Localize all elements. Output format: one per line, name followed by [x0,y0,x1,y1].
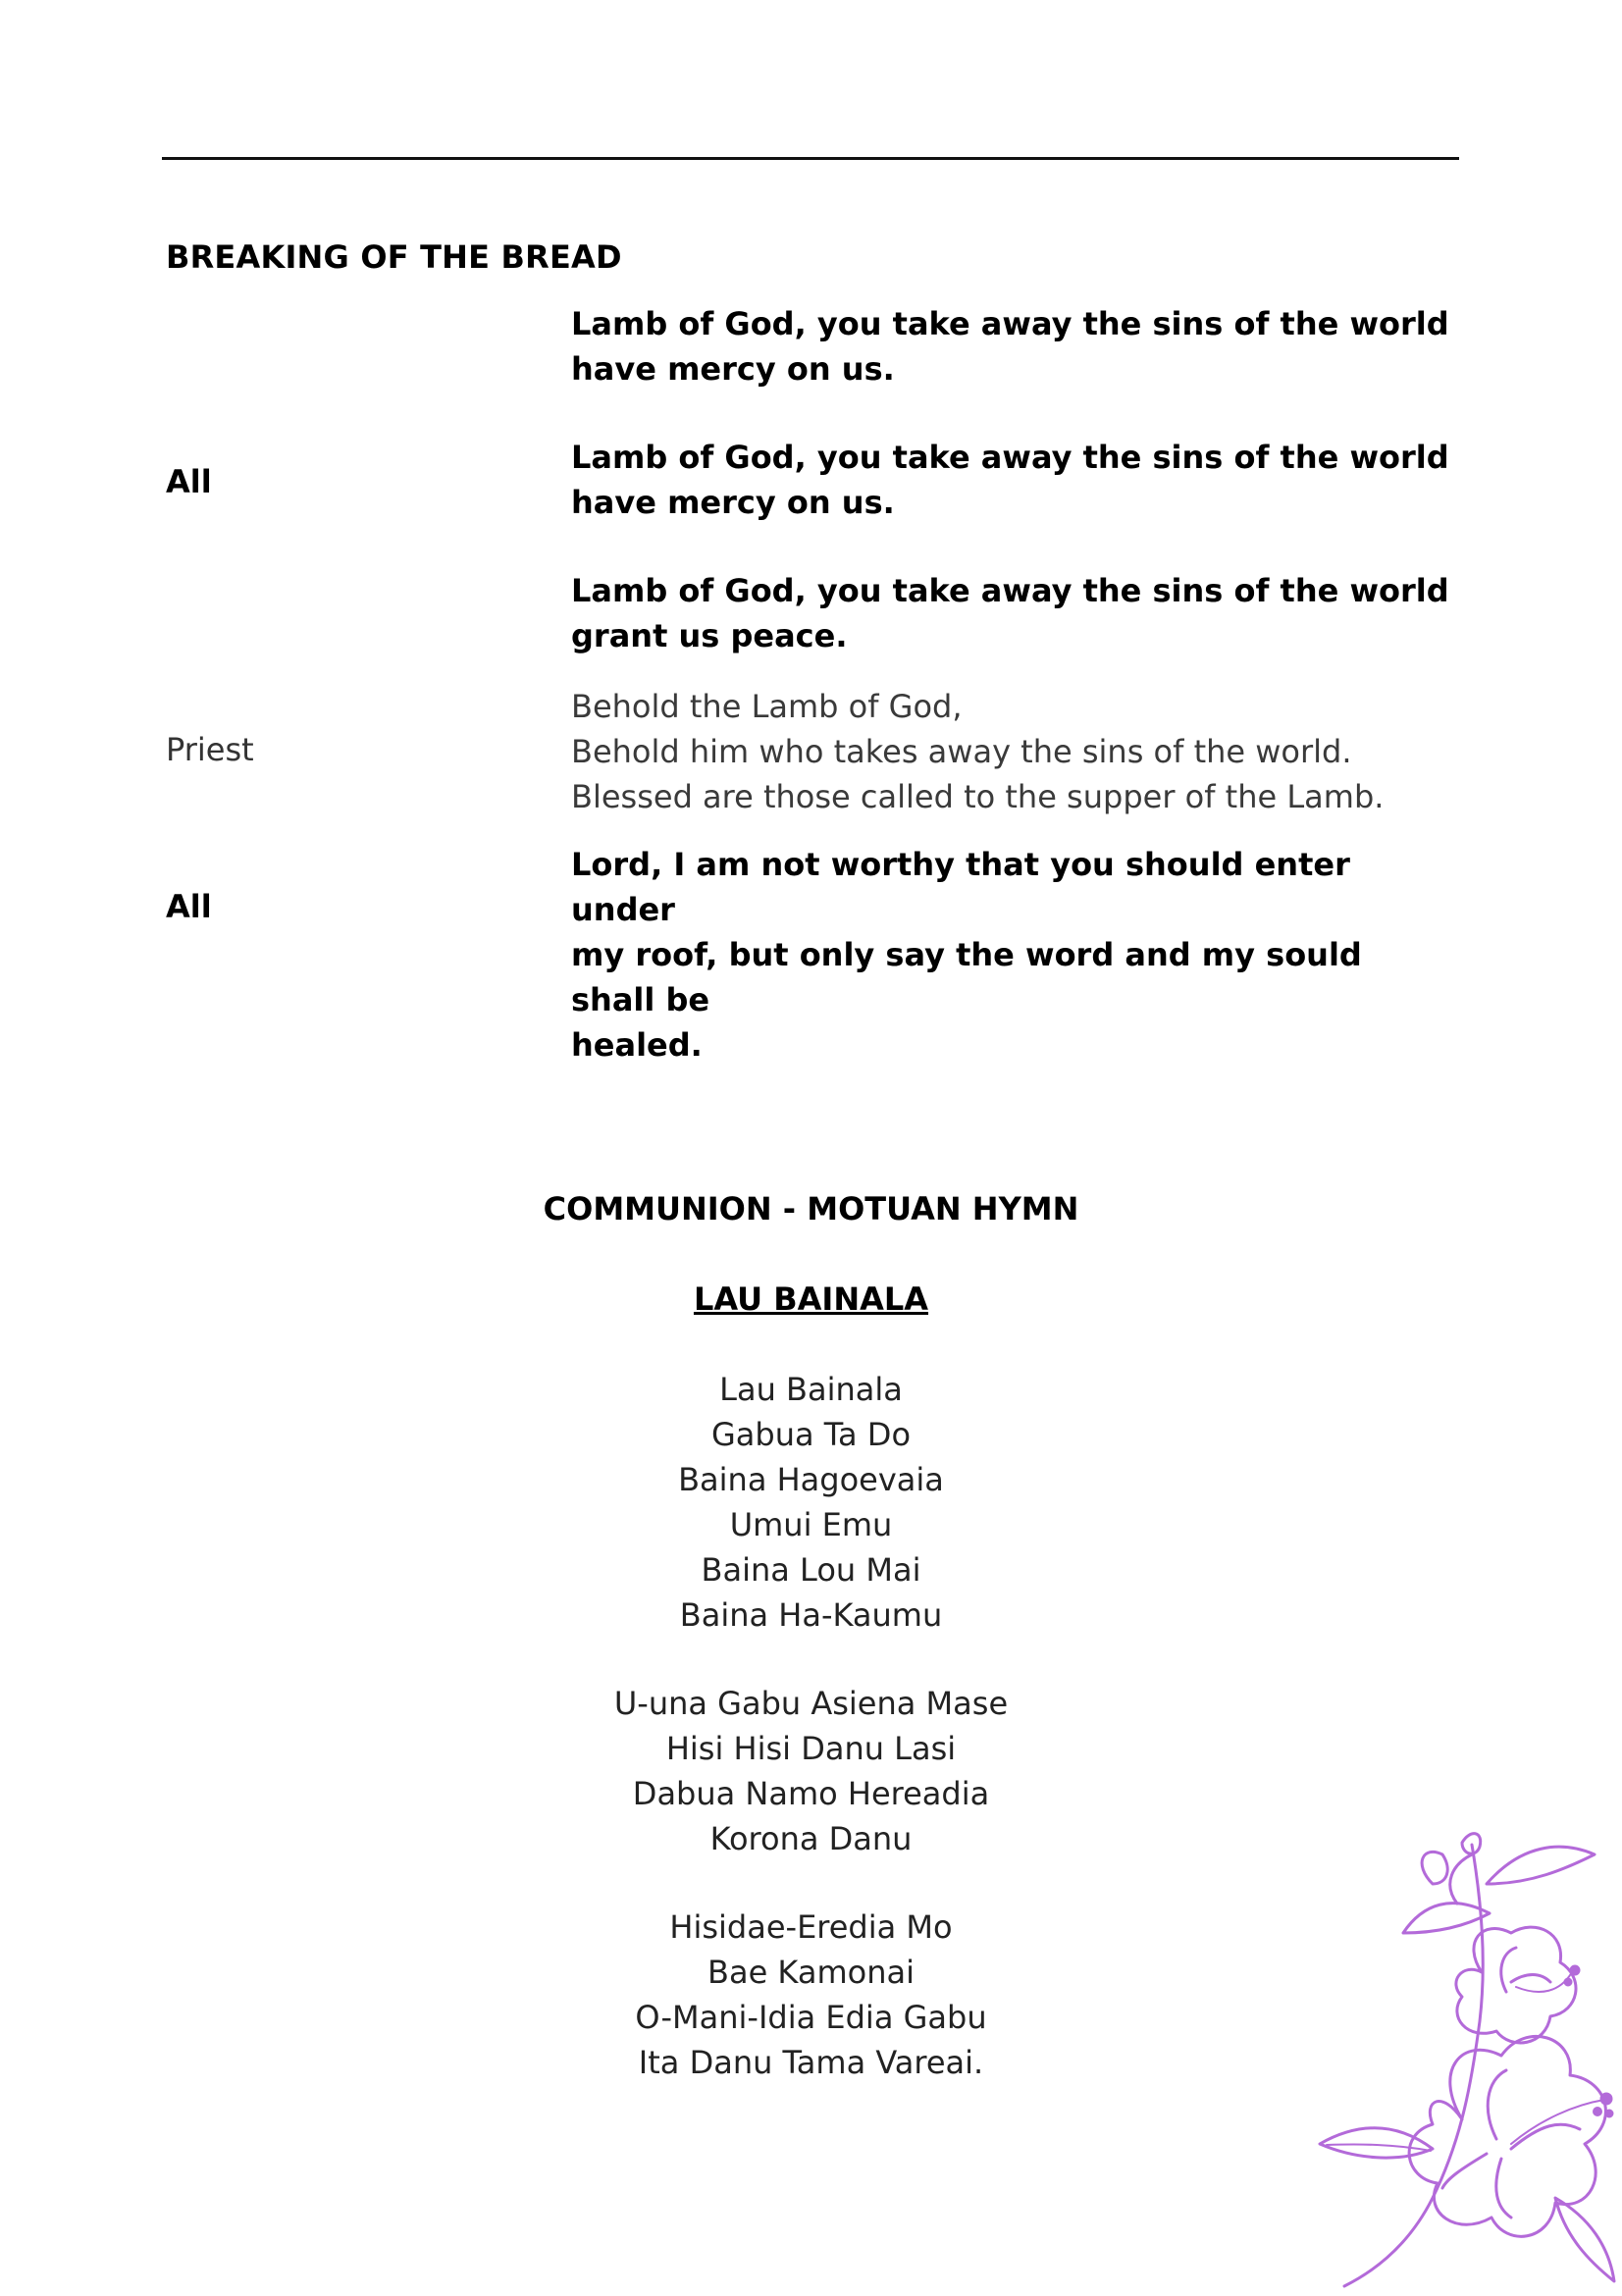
text-line: Lamb of God, you take away the sins of the world [571,572,1449,609]
response-lamb-1 [571,301,1454,391]
text-line: Lamb of God, you take away the sins of the world [571,305,1449,342]
text-line: have mercy on us. [571,350,895,388]
speaker-priest: Priest [166,731,254,768]
hymn-line: Gabua Ta Do [710,1416,912,1453]
text-line: Behold him who takes away the sins of the world. [571,733,1352,770]
response-lamb-3 [571,568,1454,658]
text-line: Behold the Lamb of God, [571,688,963,725]
response-lamb-2 [571,435,1454,525]
text-line: have mercy on us. [571,484,895,521]
hymn-line: Hisidae-Eredia Mo [669,1908,953,1946]
hymn-line: U-una Gabu Asiena Mase [613,1685,1009,1722]
hymn-line: Hisi Hisi Danu Lasi [665,1730,957,1767]
hymn-stanza-1 [0,1367,1622,1638]
section-heading-communion: COMMUNION - MOTUAN HYMN [543,1190,1079,1227]
hymn-line: Bae Kamonai [707,1954,915,1991]
hymn-title: LAU BAINALA [693,1280,929,1318]
hymn-line: Dabua Namo Hereadia [632,1775,990,1812]
text-line: grant us peace. [571,617,848,654]
text-line: my roof, but only say the word and my sould shall be [571,936,1362,1018]
priest-text [571,684,1454,819]
text-line: healed. [571,1026,703,1064]
hymn-line: Lau Bainala [719,1371,903,1408]
response-lord-not-worthy [571,842,1454,1068]
text-line: Lord, I am not worthy that you should enter under [571,846,1350,928]
speaker-all-1: All [166,463,212,500]
text-line: Lamb of God, you take away the sins of the world [571,439,1449,476]
hibiscus-flower-icon [1315,1825,1622,2296]
hymn-line: O-Mani-Idia Edia Gabu [635,1999,987,2036]
speaker-all-2: All [166,888,212,925]
hymn-line: Baina Lou Mai [701,1551,921,1589]
hymn-line: Korona Danu [709,1820,913,1857]
hymn-line: Baina Ha-Kaumu [679,1596,943,1634]
section-heading-breaking-bread: BREAKING OF THE BREAD [166,238,622,276]
text-line: Blessed are those called to the supper of the Lamb. [571,778,1385,815]
hymn-line: Ita Danu Tama Vareai. [638,2044,984,2081]
header-rule [162,157,1459,160]
hymn-line: Baina Hagoevaia [678,1461,944,1498]
hymn-line: Umui Emu [729,1506,893,1543]
